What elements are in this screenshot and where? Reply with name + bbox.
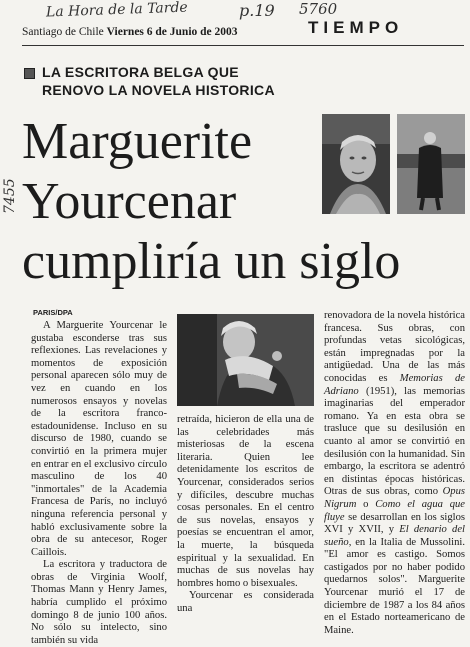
headline-line-1: Marguerite	[22, 113, 253, 170]
kicker-line-2: RENOVO LA NOVELA HISTORICA	[42, 82, 275, 98]
dateline	[22, 26, 238, 38]
book-title: Opus Nigrum	[324, 486, 465, 510]
handwritten-source-note: La Hora de la Tarde	[45, 0, 188, 21]
article-column-2	[177, 414, 314, 616]
book-title: El denario del sueño	[324, 524, 465, 548]
book-title: Memorias de Adriano	[324, 372, 466, 397]
paragraph	[324, 310, 465, 637]
headline-line-2: Yourcenar	[22, 173, 237, 230]
text-run: (1951), las memorias imaginarias del emperador romano. Ya en esta obra se trasluce que su desilusión en cuanto al amor se convirtió en desilusión con la humanidad. Sin embargo, la escritora se adentró en distintas épocas históricas. Otras de sus obras, como	[324, 385, 465, 498]
text-run: se desarrollan en los siglos XVI y XVII, y	[324, 511, 465, 536]
paragraph: retraída, hicieron de ella una de las celebridades más misteriosas de la escena literaria. Quien lee detenidamente los escritos de Yourcenar, considerados serios y difíciles, descubre muchas cosas personales. En el centro de sus novelas, ensayos y poesías se encuentran el amor, la muerte, la búsqueda espiritual y la sexualidad. En muchas de sus novelas hay hombres homo o bisexuales.	[177, 414, 314, 589]
headline-line-3: cumpliría un siglo	[22, 233, 401, 290]
paragraph: La escritora y traductora de obras de Virginia Woolf, Thomas Mann y Henry James, habría cumplido el próximo domingo 8 de junio 100 años. No sólo su intelecto, sino también su vida	[31, 559, 167, 646]
paragraph: Yourcenar es considerada una	[177, 590, 314, 614]
seated-writer-photo	[177, 314, 314, 406]
handwritten-code-note: 5760	[299, 0, 338, 18]
portrait-photo	[322, 114, 390, 214]
text-run: , en la Italia de Mussolini. "El amor es castigo. Somos castigados por no haber podido quedarnos solos". Marguerite Yourcenar murió el 17 de diciembre de 1987 a los 84 años en el Estado norteamericano de Maine.	[324, 536, 465, 636]
handwritten-margin-note: 7455	[2, 178, 18, 214]
beach-figure-photo	[397, 114, 465, 214]
book-title: Como el agua que fluye	[324, 498, 465, 523]
text-run: o	[356, 498, 376, 510]
dateline-place: Santiago de Chile	[22, 26, 104, 38]
byline: PARIS/DPA	[33, 308, 73, 317]
header-rule	[22, 45, 464, 46]
article-column-3	[324, 310, 465, 637]
kicker-line-1: LA ESCRITORA BELGA QUE	[42, 64, 239, 80]
kicker-square-icon	[24, 68, 35, 79]
dateline-date: Viernes 6 de Junio de 2003	[106, 26, 238, 38]
paragraph: A Marguerite Yourcenar le gustaba esconderse tras sus reflexiones. Las revelaciones y momentos de exposición personal aparecen sólo muy de vez en cuando en los numerosos ensayos y novelas de la escritora franco-estadounidense. Incluso en su discurso de 1980, cuando se convirtió en la primera mujer en entrar en el exclusivo círculo masculino de los 40 "inmortales" de la Academia Francesa de París, no incluyó ninguna referencia personal y habló exclusivamente sobre la obra de su antecesor, Roger Caillois.	[31, 320, 167, 558]
section-title: TIEMPO	[308, 18, 404, 37]
text-run: renovadora de la novela histórica francesa. Sus obras, con profundas vetas sicológicas, están impregnadas por la antigüedad. Una de las más conocidas es	[324, 310, 465, 384]
article-column-1	[31, 320, 167, 647]
handwritten-page-note: p.19	[239, 1, 275, 20]
